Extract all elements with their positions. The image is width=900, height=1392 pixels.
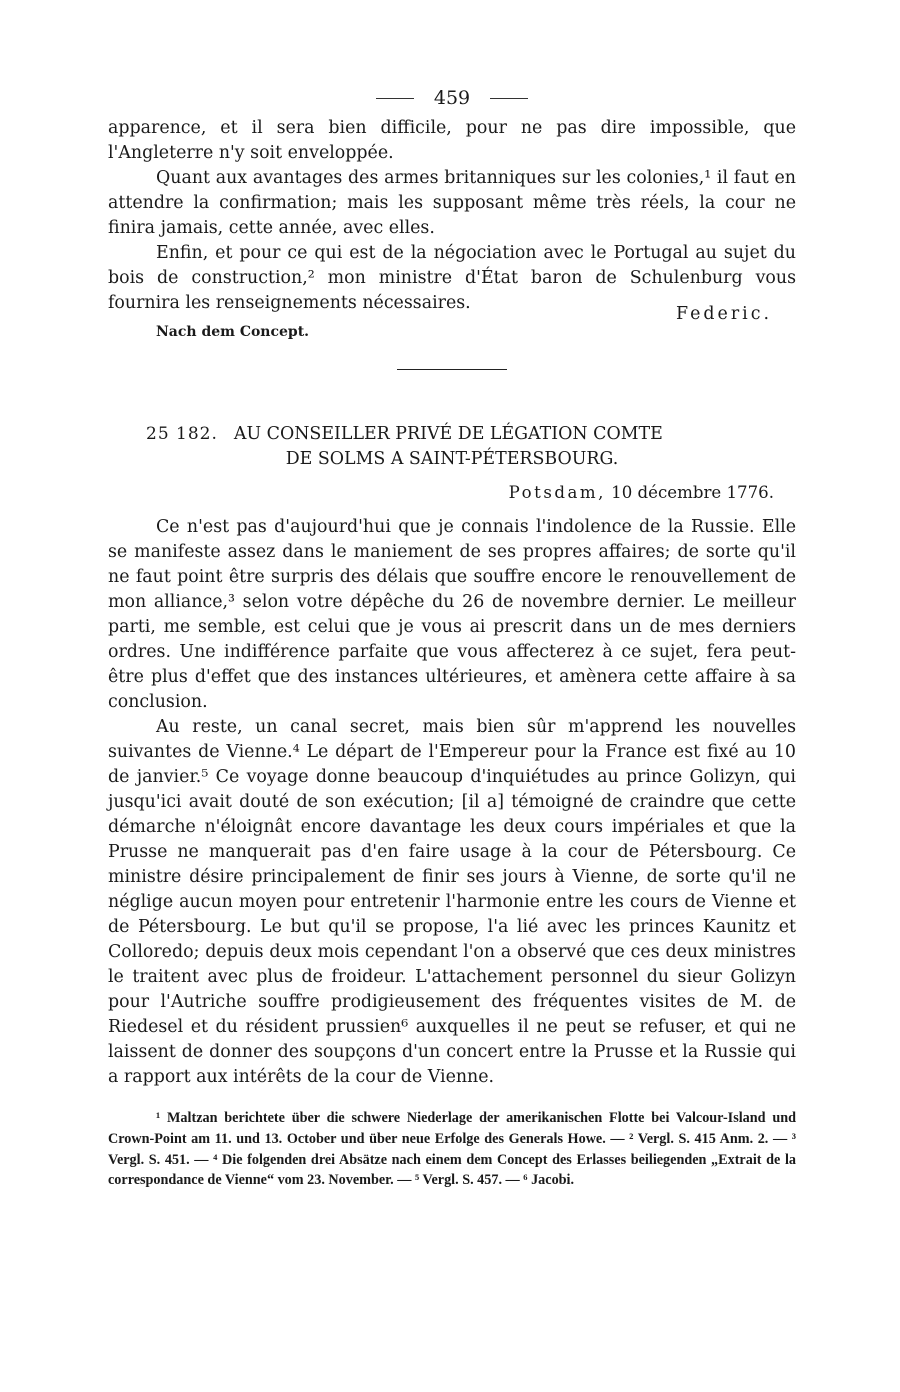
dateline-date: 10 décembre 1776.	[611, 483, 774, 502]
book-page	[108, 86, 796, 1191]
signature-text: Federic.	[676, 304, 772, 324]
letter-paragraph-russia: Ce n'est pas d'aujourd'hui que je connais l'indolence de la Russie. Elle se manifeste assez dans le maniement de ses propres affaires; de sorte qu'il ne faut point être surpris des délais que souffre encore le renouvellement de mon alliance,³ selon votre dépêche du 26 de novembre dernier. Le meilleur parti, me semble, est celui que je vous ai prescrit dans un de mes derniers ordres. Une indifférence parfaite que vous affecterez à ce sujet, fera peut-être plus d'effet que des instances ultérieures, et amènera cette affaire à sa conclusion.	[108, 517, 796, 712]
paragraph-portugal: Enfin, et pour ce qui est de la négociation avec le Portugal au sujet du bois de construction,² mon ministre d'État baron de Schulenburg vous fournira les renseignements nécessaires.	[108, 243, 796, 313]
page-number: 459	[433, 87, 471, 109]
dateline-place: Potsdam,	[508, 483, 606, 502]
page-header	[108, 86, 796, 116]
letter-paragraph-vienna: Au reste, un canal secret, mais bien sûr m'apprend les nouvelles suivantes de Vienne.⁴ Le départ de l'Empereur pour la France est fixé au 10 de janvier.⁵ Ce voyage donne beaucoup d'inquiétudes au prince Golizyn, qui jusqu'ici avait douté de son exécution; [il a] témoigné de craindre que cette démarche n'éloignât encore davantage les deux cours impériales et que la Prusse ne manquerait pas d'en faire usage à la cour de Pétersbourg. Ce ministre désire principalement de finir ses jours à Vienne, de sorte qu'il ne néglige aucun moyen pour entretenir l'harmonie entre les cours de Vienne et de Pétersbourg. Le but qu'il se propose, l'a lié avec les princes Kaunitz et Colloredo; depuis deux mois cependant l'on a observé que ces deux ministres le traitent avec plus de froideur. L'attachement personnel du sieur Golizyn pour l'Autriche souffre prodigieusement des fréquentes visites de M. de Riedesel et du résident prussien⁶ auxquelles il ne peut se refuser, et qui ne laissent de donner des soupçons d'un concert entre la Prusse et la Russie qui a rapport aux intérêts de la cour de Vienne.	[108, 717, 796, 1087]
letter-number: 25 182.	[146, 424, 218, 444]
letter-title-line1: AU CONSEILLER PRIVÉ DE LÉGATION COMTE	[233, 424, 663, 444]
letter-body	[108, 515, 796, 1090]
header-rule-right	[490, 98, 528, 99]
letter-heading	[108, 422, 796, 472]
paragraph-continued: apparence, et il sera bien difficile, pour ne pas dire impossible, que l'Angleterre n'y soit enveloppée.	[108, 118, 796, 163]
closing-block	[108, 241, 796, 324]
footnotes-text: ¹ Maltzan berichtete über die schwere Niederlage der amerikanischen Flotte bei Valcour-Island und Crown-Point am 11. und 13. October und über neue Erfolge des Generals Howe. — ² Vergl. S. 415 Anm. 2. — ³ Vergl. S. 451. — ⁴ Die folgenden drei Absätze nach einem dem Concept des Erlasses beiliegenden „Extrait de la correspondance de Vienne“ vom 23. November. — ⁵ Vergl. S. 457. — ⁶ Jacobi.	[108, 1110, 796, 1189]
letter-title-line2: DE SOLMS A SAINT-PÉTERSBOURG.	[285, 449, 619, 469]
section-divider	[397, 369, 507, 370]
header-rule-left	[376, 98, 414, 99]
source-note: Nach dem Concept.	[156, 324, 310, 340]
dateline	[108, 480, 774, 505]
footnotes	[108, 1108, 796, 1191]
paragraph-colonies: Quant aux avantages des armes britanniques sur les colonies,¹ il faut en attendre la confirmation; mais les supposant même très réels, la cour ne finira jamais, cette année, avec elles.	[108, 168, 796, 238]
